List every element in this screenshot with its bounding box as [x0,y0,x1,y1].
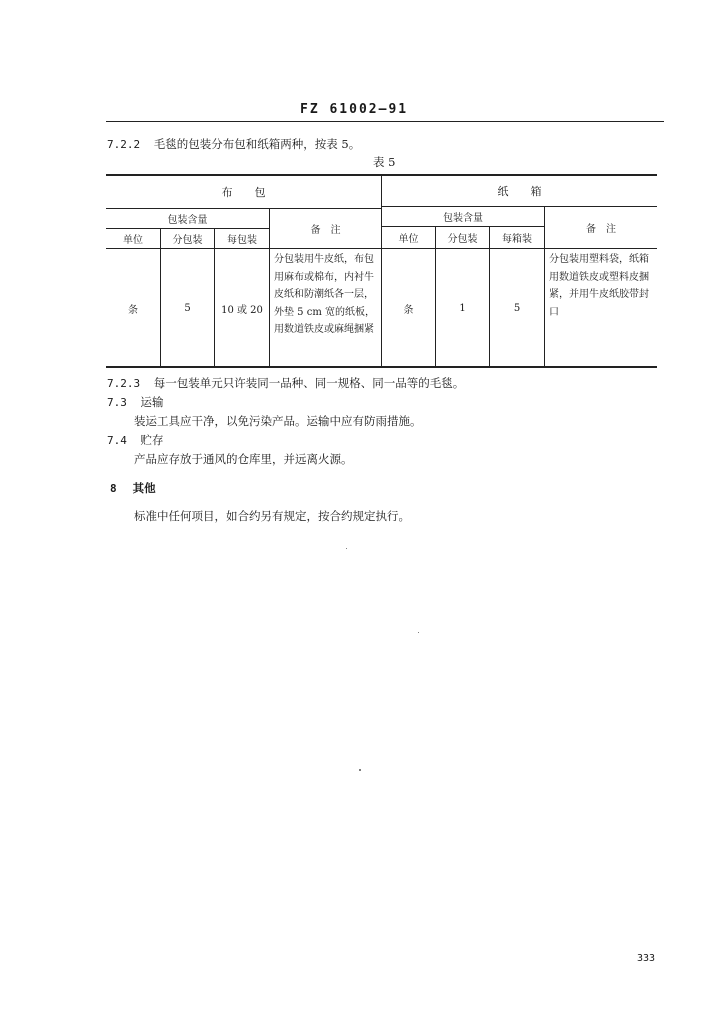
table-caption: 表 5 [373,155,396,169]
group-header-carton: 纸 箱 [497,185,542,198]
section-text: 毛毯的包装分布包和纸箱两种，按表 5。 [153,137,361,151]
left-unit-value: 条 [128,304,138,316]
standard-code: FZ 61002—91 [300,102,409,117]
scan-speck [418,632,419,633]
section-number: 7.2.2 [107,138,141,151]
right-note: 分包装用塑料袋，纸箱用数道铁皮或塑料皮捆紧，并用牛皮纸胶带封口 [549,254,649,318]
scan-speck [359,769,361,771]
col-per-box: 每箱装 [502,234,532,245]
section-8-heading [110,480,156,496]
left-sub-value: 5 [184,302,191,314]
section-number: 7.3 [107,396,127,409]
group-header-cloth-bag: 布 包 [221,186,266,199]
content-header: 包装含量 [443,213,483,224]
section-7-2-3 [107,375,464,391]
section-7-3-text: 装运工具应干净，以免污染产品。运输中应有防雨措施。 [134,414,422,428]
left-note: 分包装用牛皮纸，布包用麻布或棉布，内衬牛皮纸和防潮纸各一层，外垫 5 cm 宽的纸板，用数道铁皮或麻绳捆紧 [274,254,375,335]
section-title: 其他 [132,481,156,495]
scan-speck [346,548,347,549]
note-header: 备 注 [586,224,616,235]
section-8-text: 标准中任何项目，如合约另有规定，按合约规定执行。 [134,509,410,523]
col-sub-pack: 分包装 [447,234,478,245]
col-per-pack: 每包装 [227,235,257,246]
section-title: 运输 [140,395,164,409]
col-sub-pack: 分包装 [172,235,203,246]
section-number: 7.4 [107,434,127,447]
left-per-value: 10 或 20 [221,304,263,316]
section-7-3-heading [107,394,164,410]
content-header: 包装含量 [167,215,208,226]
col-unit: 单位 [398,234,419,245]
right-per-value: 5 [513,302,521,314]
header-rule [106,121,664,122]
page-number: 333 [637,953,656,964]
section-7-4-heading [107,432,164,448]
right-sub-value: 1 [459,302,466,314]
col-unit: 单位 [123,235,143,246]
section-7-4-text: 产品应存放于通风的仓库里，并远离火源。 [134,452,353,466]
right-unit-value: 条 [403,304,414,316]
section-number: 7.2.3 [107,377,141,390]
section-number: 8 [110,482,117,495]
section-7-2-2 [107,136,360,152]
section-text: 每一包装单元只许装同一品种、同一规格、同一品等的毛毯。 [153,376,465,390]
note-header: 备 注 [310,225,341,236]
section-title: 贮存 [140,433,164,447]
